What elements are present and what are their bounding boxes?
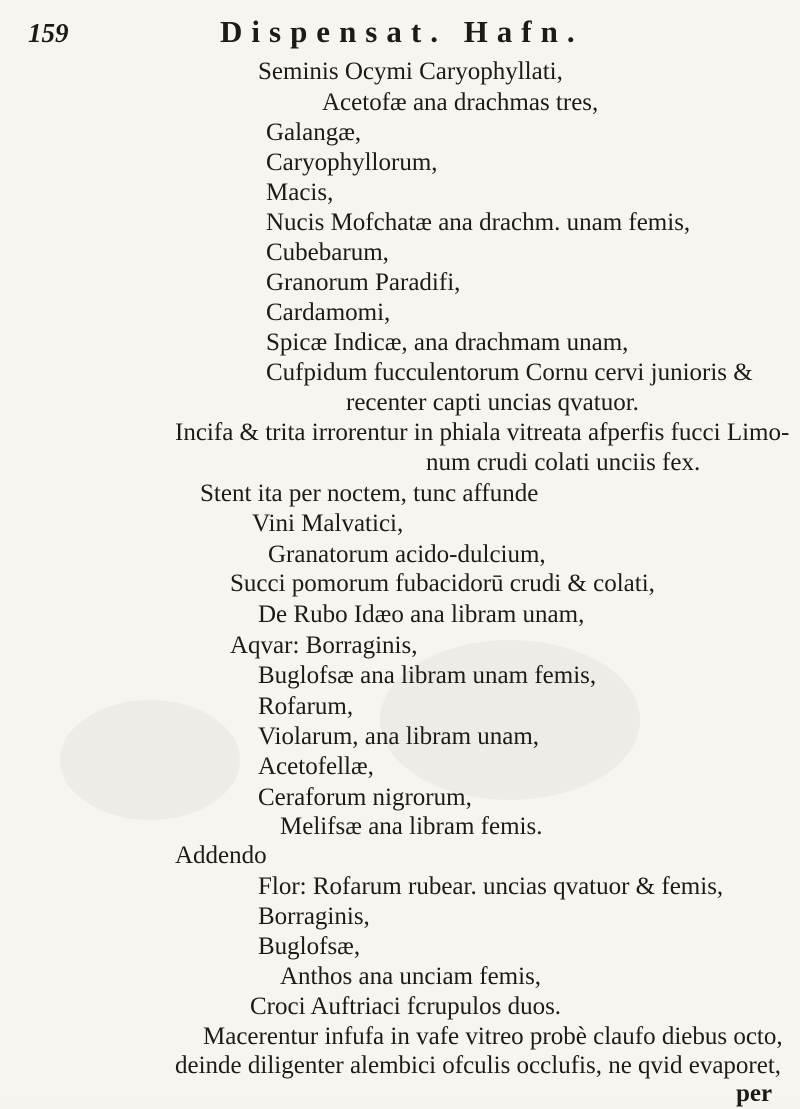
text-line: Anthos ana unciam femis,	[280, 963, 542, 990]
page-number: 159	[28, 18, 69, 48]
text-line: Acetofellæ,	[258, 753, 374, 780]
text-line: Melifsæ ana libram femis.	[280, 813, 543, 840]
text-line: Cardamomi,	[266, 299, 391, 326]
text-line: Cubebarum,	[266, 239, 389, 266]
text-line: num crudi colati unciis fex.	[426, 449, 701, 476]
text-line: Vini Malvatici,	[252, 510, 404, 537]
text-line: Galangæ,	[266, 119, 362, 146]
text-line: Addendo	[175, 842, 267, 869]
running-head: Dispensat. Hafn.	[220, 14, 584, 49]
text-line: Buglofsæ ana libram unam femis,	[258, 662, 597, 689]
text-line: De Rubo Idæo ana libram unam,	[258, 601, 585, 628]
page-header	[0, 12, 800, 52]
text-line: Acetofæ ana drachmas tres,	[322, 89, 599, 116]
text-line: Borraginis,	[258, 903, 370, 930]
text-line: Ceraforum nigrorum,	[258, 784, 472, 811]
text-line: Violarum, ana libram unam,	[258, 723, 540, 750]
text-line: Macis,	[266, 179, 334, 206]
text-line: Aqvar: Borraginis,	[230, 632, 418, 659]
text-line: Flor: Rofarum rubear. uncias qvatuor & femis,	[258, 873, 724, 900]
text-line: Nucis Mofchatæ ana drachm. unam femis,	[266, 209, 691, 236]
catchword: per	[736, 1080, 773, 1107]
text-line: Caryophyllorum,	[266, 149, 438, 176]
text-line: Rofarum,	[258, 693, 354, 720]
text-line: Stent ita per noctem, tunc affunde	[200, 480, 539, 507]
text-line: Seminis Ocymi Caryophyllati,	[258, 58, 563, 85]
text-line: Croci Auftriaci fcrupulos duos.	[250, 993, 562, 1020]
text-line: Succi pomorum fubacidorū crudi & colati,	[230, 570, 655, 597]
text-line: Buglofsæ,	[258, 933, 361, 960]
text-line: Granatorum acido-dulcium,	[268, 541, 546, 568]
text-line: Macerentur infufa in vafe vitreo probè claufo diebus octo,	[203, 1023, 783, 1050]
text-line: Incifa & trita irrorentur in phiala vitreata afperfis fucci Limo-	[175, 419, 790, 446]
text-line: Spicæ Indicæ, ana drachmam unam,	[266, 329, 629, 356]
text-line: recenter capti uncias qvatuor.	[346, 389, 639, 416]
text-line: deinde diligenter alembici ofculis occlufis, ne qvid evaporet,	[175, 1052, 782, 1079]
paper-stain	[60, 700, 240, 820]
text-line: Cufpidum fucculentorum Cornu cervi junioris &	[266, 359, 753, 386]
text-line: Granorum Paradifi,	[266, 269, 461, 296]
